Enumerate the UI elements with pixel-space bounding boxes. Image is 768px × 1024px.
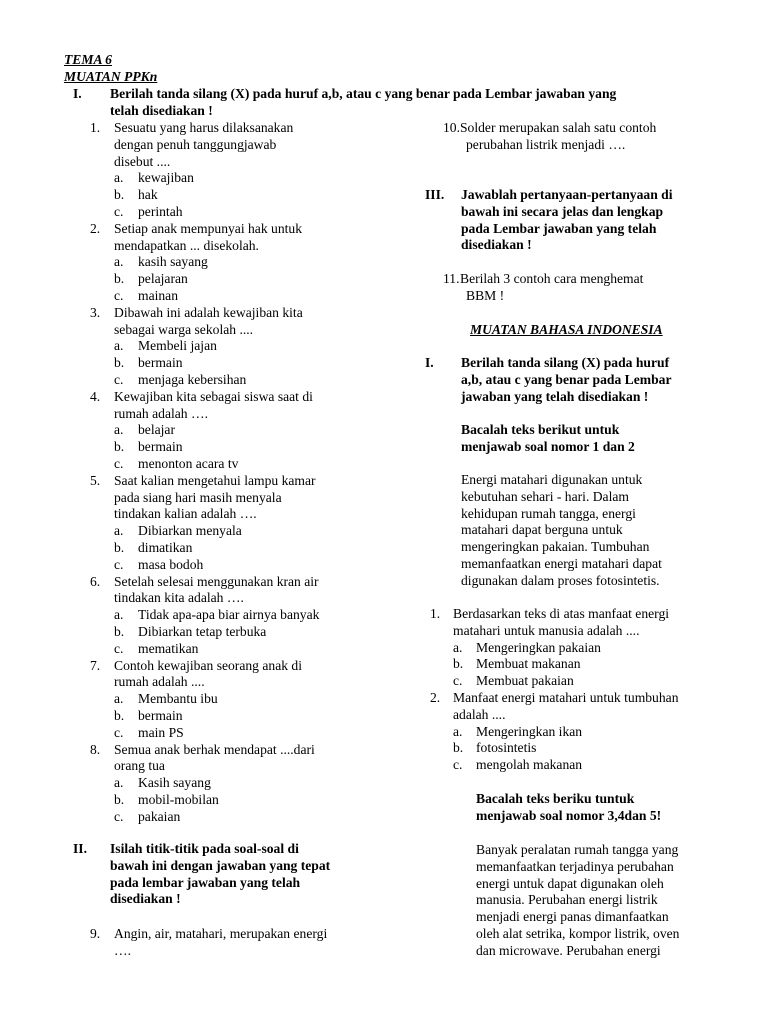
question-text: sebagai warga sekolah .... (114, 321, 254, 337)
option-text[interactable]: kewajiban (138, 170, 194, 186)
option-letter[interactable]: a. (114, 338, 124, 354)
question-number: 1. (430, 606, 441, 621)
question-text: disebut .... (114, 153, 171, 169)
option-text[interactable]: menjaga kebersihan (138, 372, 247, 387)
question-text: tindakan kita adalah …. (114, 590, 244, 606)
question-number: 7. (90, 657, 101, 673)
option-text[interactable]: hak (138, 187, 158, 203)
section-numeral: I. (425, 355, 434, 370)
option-text[interactable]: Membuat makanan (476, 656, 581, 672)
option-text[interactable]: Membuat pakaian (476, 673, 574, 689)
option-text[interactable]: mainan (138, 288, 179, 303)
question-number: 2. (90, 220, 101, 236)
bindo-title: MUATAN BAHASA INDONESIA (470, 322, 663, 337)
question-text: rumah adalah …. (114, 405, 208, 421)
reading-instruction: Bacalah teks beriku tuntuk menjawab soal nomor 3,4dan 5! (476, 791, 662, 823)
option-letter[interactable]: c. (114, 808, 124, 824)
option-letter[interactable]: c. (114, 204, 124, 219)
option-letter[interactable]: b. (114, 708, 125, 723)
section-numeral: II. (73, 841, 87, 856)
option-text[interactable]: mematikan (138, 640, 199, 656)
question-text: Setiap anak mempunyai hak untuk (114, 220, 303, 236)
option-text[interactable]: bermain (138, 355, 183, 371)
option-text[interactable]: mobil-mobilan (138, 792, 219, 807)
option-letter[interactable]: c. (114, 456, 124, 471)
question-text: Kewajiban kita sebagai siswa saat di (114, 388, 313, 404)
question-number: 5. (90, 472, 101, 488)
question-text: orang tua (114, 758, 165, 774)
option-text[interactable]: belajar (138, 422, 175, 438)
option-letter[interactable]: b. (114, 792, 125, 807)
option-text[interactable]: Mengeringkan ikan (476, 723, 583, 739)
option-letter[interactable]: a. (114, 170, 124, 186)
option-text[interactable]: Dibiarkan tetap terbuka (138, 624, 267, 639)
option-letter[interactable]: a. (114, 523, 124, 539)
option-letter[interactable]: b. (114, 355, 125, 371)
option-letter[interactable]: b. (114, 439, 125, 455)
question-number: 2. (430, 690, 441, 705)
question-number: 9. (90, 926, 101, 941)
option-letter[interactable]: a. (114, 691, 124, 707)
reading-passage: Energi matahari digunakan untuk kebutuhan sehari - hari. Dalam kehidupan rumah tangga, energi matahari dapat berguna untuk mengeringkan pakaian. Tumbuhan memanfaatkan energi matahari dapat digunakan dalam proses fotosintetis. (461, 472, 662, 588)
option-text[interactable]: fotosintetis (476, 740, 537, 756)
option-text[interactable]: kasih sayang (138, 254, 208, 270)
question-number: 1. (90, 120, 101, 135)
option-letter[interactable]: c. (453, 673, 463, 689)
option-text[interactable]: Tidak apa-apa biar airnya banyak (138, 607, 320, 623)
question-number: 4. (90, 388, 101, 404)
option-letter[interactable]: a. (453, 723, 463, 739)
option-letter[interactable]: c. (114, 556, 124, 572)
question-text: Solder merupakan salah satu contoh perubahan listrik menjadi …. (460, 120, 657, 152)
option-text[interactable]: Membeli jajan (138, 338, 217, 354)
theme-title: TEMA 6 (64, 52, 112, 67)
option-text[interactable]: masa bodoh (138, 556, 204, 572)
question-text: Sesuatu yang harus dilaksanakan (114, 120, 294, 135)
question-text: Berilah 3 contoh cara menghemat BBM ! (460, 271, 644, 303)
reading-passage: Banyak peralatan rumah tangga yang memanfaatkan terjadinya perubahan energi untuk dapat digunakan oleh manusia. Perubahan energi listrik menjadi energi panas dimanfaatkan oleh alat setrika, kompor listrik, oven dan microwave. Perubahan energi (476, 842, 680, 958)
section-numeral: III. (425, 187, 445, 202)
option-text[interactable]: menonton acara tv (138, 456, 239, 471)
question-text: matahari untuk manusia adalah .... (453, 622, 640, 638)
question-text: Setelah selesai menggunakan kran air (114, 573, 319, 589)
option-text[interactable]: perintah (138, 204, 183, 219)
question-number: 11. (443, 271, 460, 286)
question-number: 6. (90, 573, 101, 589)
option-letter[interactable]: c. (114, 372, 124, 387)
option-letter[interactable]: b. (453, 740, 464, 756)
option-text[interactable]: pelajaran (138, 271, 188, 287)
option-letter[interactable]: a. (453, 639, 463, 655)
option-letter[interactable]: b. (453, 656, 464, 672)
option-letter[interactable]: b. (114, 624, 125, 639)
question-text: dengan penuh tanggungjawab (114, 136, 277, 152)
option-text[interactable]: main PS (138, 724, 184, 740)
option-letter[interactable]: b. (114, 187, 125, 203)
option-text[interactable]: bermain (138, 708, 183, 723)
question-text: Contoh kewajiban seorang anak di (114, 657, 302, 673)
question-text: adalah .... (453, 706, 506, 722)
option-letter[interactable]: a. (114, 422, 124, 438)
question-number: 10. (443, 120, 460, 135)
question-number: 8. (90, 741, 101, 757)
question-text: Angin, air, matahari, merupakan energi …. (114, 926, 328, 958)
section-ii-instruction: Isilah titik-titik pada soal-soal di bawah ini dengan jawaban yang tepat pada lembar jawaban yang telah disediakan ! (110, 841, 331, 907)
question-text: Dibawah ini adalah kewajiban kita (114, 304, 303, 320)
question-text: Saat kalian mengetahui lampu kamar (114, 472, 316, 488)
section-iii-instruction: Jawablah pertanyaan-pertanyaan di bawah ini secara jelas dan lengkap pada Lembar jawaban yang telah disediakan ! (461, 187, 673, 253)
option-letter[interactable]: b. (114, 271, 125, 287)
option-text[interactable]: mengolah makanan (476, 757, 583, 773)
option-letter[interactable]: c. (114, 640, 124, 656)
question-text: rumah adalah .... (114, 674, 205, 690)
section-instruction: Berilah tanda silang (X) pada huruf a,b, atau c yang benar pada Lembar jawaban yang (110, 86, 617, 101)
question-text: Berdasarkan teks di atas manfaat energi (453, 606, 670, 621)
option-text[interactable]: Mengeringkan pakaian (476, 639, 601, 655)
option-text[interactable]: pakaian (138, 808, 181, 824)
section-instruction-cont: telah disediakan ! (110, 103, 213, 118)
section-numeral: I. (73, 86, 82, 101)
option-letter[interactable]: a. (114, 254, 124, 270)
option-text[interactable]: Kasih sayang (138, 775, 211, 791)
option-letter[interactable]: a. (114, 607, 124, 623)
option-text[interactable]: Dibiarkan menyala (138, 523, 242, 539)
question-text: mendapatkan ... disekolah. (114, 237, 259, 253)
option-text[interactable]: Membantu ibu (138, 691, 218, 707)
option-text[interactable]: bermain (138, 439, 183, 455)
option-letter[interactable]: c. (114, 724, 124, 740)
option-letter[interactable]: c. (114, 288, 124, 303)
subject-title: MUATAN PPKn (64, 69, 158, 84)
option-letter[interactable]: b. (114, 540, 125, 555)
option-text[interactable]: dimatikan (138, 540, 193, 555)
question-text: pada siang hari masih menyala (114, 489, 282, 505)
question-text: tindakan kalian adalah …. (114, 506, 257, 522)
reading-instruction: Bacalah teks berikut untuk menjawab soal nomor 1 dan 2 (461, 422, 635, 454)
bindo-section-instruction: Berilah tanda silang (X) pada huruf a,b, atau c yang benar pada Lembar jawaban yang telah disediakan ! (461, 355, 672, 404)
question-text: Manfaat energi matahari untuk tumbuhan (453, 690, 679, 705)
option-letter[interactable]: c. (453, 757, 463, 773)
question-number: 3. (90, 304, 101, 320)
question-text: Semua anak berhak mendapat ....dari (114, 741, 315, 757)
option-letter[interactable]: a. (114, 775, 124, 791)
